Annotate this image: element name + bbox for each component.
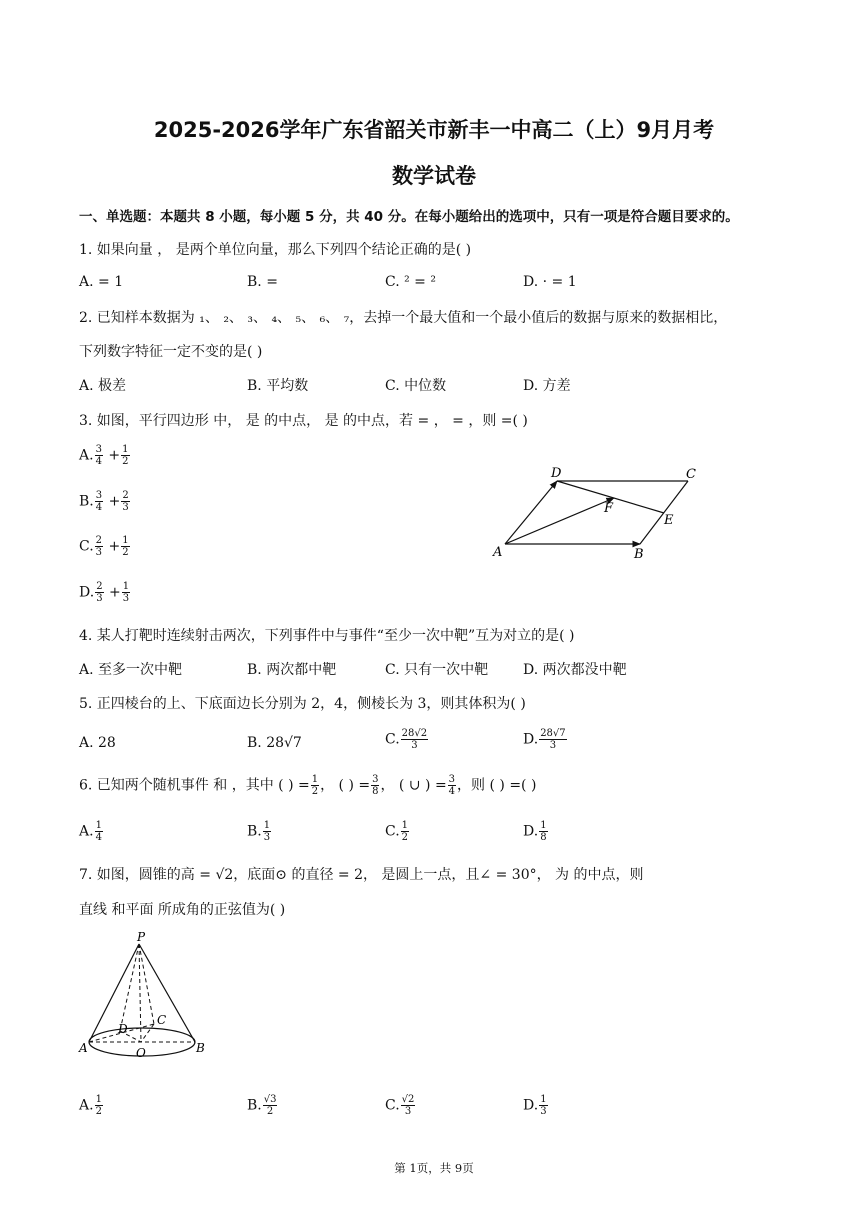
point-c-label: C — [157, 1013, 167, 1027]
question-5-stem: 5. 正四棱台的上、下底面边长分别为 2，4，侧棱长为 3，则其体积为( ) — [79, 696, 526, 712]
fraction: $\frac{3}{4}$ — [448, 774, 456, 797]
question-7-option-d: D. $\frac{1}{3}$ — [523, 1094, 547, 1117]
fraction: $\frac{2}{3}$ — [96, 581, 103, 604]
question-2-option-b: B. 平均数 — [247, 378, 309, 394]
question-4-stem: 4. 某人打靶时连续射击两次，下列事件中与事件“至少一次中靶”互为对立的是( ) — [79, 628, 575, 644]
point-p-label: P — [137, 930, 146, 944]
vector-af — [505, 498, 614, 544]
question-7-stem-line1: 7. 如图，圆锥的高 = √2，底面⊙ 的直径 = 2， 是圆上一点，且∠ = 30°， 为 的中点，则 — [79, 867, 644, 883]
question-6-option-a: A. $\frac{1}{4}$ — [79, 820, 102, 843]
question-3-option-b: B. $\frac{3}{4}$ + $\frac{2}{3}$ — [79, 490, 129, 513]
point-f-label: F — [604, 501, 614, 516]
page-footer: 第 1页，共 9页 — [394, 1161, 474, 1175]
fraction: $\frac{2}{3}$ — [122, 490, 129, 513]
question-5-option-b: B. 28√7 — [247, 735, 302, 751]
question-7-stem-line2: 直线 和平面 所成角的正弦值为( ) — [79, 902, 286, 918]
fraction: $\frac{1}{4}$ — [95, 820, 102, 843]
question-1-stem: 1. 如果向量 ， 是两个单位向量，那么下列四个结论正确的是( ) — [79, 242, 472, 258]
fraction: $\frac{3}{4}$ — [95, 444, 102, 467]
fraction: $\frac{3}{4}$ — [95, 490, 103, 513]
question-4-option-a: A. 至多一次中靶 — [79, 662, 183, 678]
question-5-option-a: A. 28 — [79, 735, 116, 751]
point-b-label: B — [196, 1041, 205, 1055]
question-2-option-a: A. 极差 — [79, 378, 127, 394]
fraction: $\frac{√3}{2}$ — [263, 1094, 277, 1117]
fraction: $\frac{1}{3}$ — [122, 581, 130, 604]
question-6-option-b: B. $\frac{1}{3}$ — [247, 820, 271, 843]
point-e-label: E — [664, 513, 674, 528]
fraction: $\frac{2}{3}$ — [95, 535, 103, 558]
point-c-label: C — [686, 467, 696, 482]
point-d-label: D — [118, 1022, 128, 1036]
question-3-option-a: A. $\frac{3}{4}$ + $\frac{1}{2}$ — [79, 444, 129, 467]
fraction: $\frac{1}{2}$ — [122, 535, 129, 558]
point-o-label: O — [136, 1046, 146, 1060]
question-3-stem: 3. 如图，平行四边形 中， 是 的中点， 是 的中点，若 = ， = ，则 =( ) — [79, 413, 528, 429]
fraction: $\frac{28√2}{3}$ — [401, 728, 428, 751]
fraction: $\frac{3}{8}$ — [372, 774, 379, 797]
question-1-option-c: C. ² = ² — [385, 274, 436, 290]
question-7-option-a: A. $\frac{1}{2}$ — [79, 1094, 102, 1117]
exam-subtitle: 数学试卷 — [392, 164, 476, 188]
question-2-stem-line1: 2. 已知样本数据为 ₁、 ₂、 ₃、 ₄、 ₅、 ₆、 ₇，去掉一个最大值和一个最小值后的数据与原来的数据相比， — [79, 310, 728, 326]
fraction: $\frac{1}{2}$ — [311, 774, 319, 797]
cone-height — [139, 944, 141, 1042]
point-a-label: A — [79, 1041, 88, 1055]
question-7-option-c: C. $\frac{√2}{3}$ — [385, 1094, 415, 1117]
fraction: $\frac{1}{2}$ — [122, 444, 129, 467]
question-1-option-b: B. = — [247, 274, 278, 290]
section-heading: 一、单选题：本题共 8 小题，每小题 5 分，共 40 分。在每小题给出的选项中，只有一项是符合题目要求的。 — [79, 209, 739, 225]
point-b-label: B — [634, 547, 644, 562]
question-2-stem-line2: 下列数字特征一定不变的是( ) — [79, 344, 263, 360]
question-6-option-d: D. $\frac{1}{8}$ — [523, 820, 547, 843]
fraction: $\frac{1}{2}$ — [401, 820, 409, 843]
cone-side-right — [139, 944, 195, 1042]
question-7-option-b: B. $\frac{√3}{2}$ — [247, 1094, 277, 1117]
question-6-stem: 6. 已知两个随机事件 和 ，其中 ( ) = $\frac{1}{2}$ ， ( ) = $\frac{3}{8}$ ， ( ∪ ) = $\frac{3}{4}$ ，则 ( ) =( ) — [79, 774, 537, 797]
fraction: $\frac{1}{3}$ — [263, 820, 271, 843]
question-6-option-c: C. $\frac{1}{2}$ — [385, 820, 409, 843]
fraction: $\frac{28√7}{3}$ — [540, 728, 566, 751]
question-4-option-d: D. 两次都没中靶 — [523, 662, 627, 678]
fraction: $\frac{√2}{3}$ — [401, 1094, 415, 1117]
exam-title: 2025-2026学年广东省韶关市新丰一中高二（上）9月月考 — [153, 118, 715, 142]
question-5-option-d: D. $\frac{28√7}{3}$ — [523, 728, 566, 751]
vector-ad — [505, 481, 557, 544]
point-a-label: A — [493, 545, 503, 560]
fraction: $\frac{1}{2}$ — [95, 1094, 102, 1117]
fraction: $\frac{1}{8}$ — [540, 820, 547, 843]
point-d-label: D — [551, 466, 562, 481]
question-3-option-d: D. $\frac{2}{3}$ + $\frac{1}{3}$ — [79, 581, 130, 604]
question-2-option-c: C. 中位数 — [385, 378, 447, 394]
question-4-option-c: C. 只有一次中靶 — [385, 662, 489, 678]
fraction: $\frac{1}{3}$ — [540, 1094, 547, 1117]
segment-pd — [120, 944, 139, 1031]
question-5-option-c: C. $\frac{28√2}{3}$ — [385, 728, 428, 751]
cone-figure — [76, 930, 210, 1070]
question-1-option-d: D. · = 1 — [523, 274, 577, 290]
cone-side-left — [89, 944, 139, 1042]
question-3-option-c: C. $\frac{2}{3}$ + $\frac{1}{2}$ — [79, 535, 129, 558]
parallelogram-figure — [490, 460, 710, 565]
question-4-option-b: B. 两次都中靶 — [247, 662, 337, 678]
question-1-option-a: A. = 1 — [79, 274, 124, 290]
question-2-option-d: D. 方差 — [523, 378, 571, 394]
